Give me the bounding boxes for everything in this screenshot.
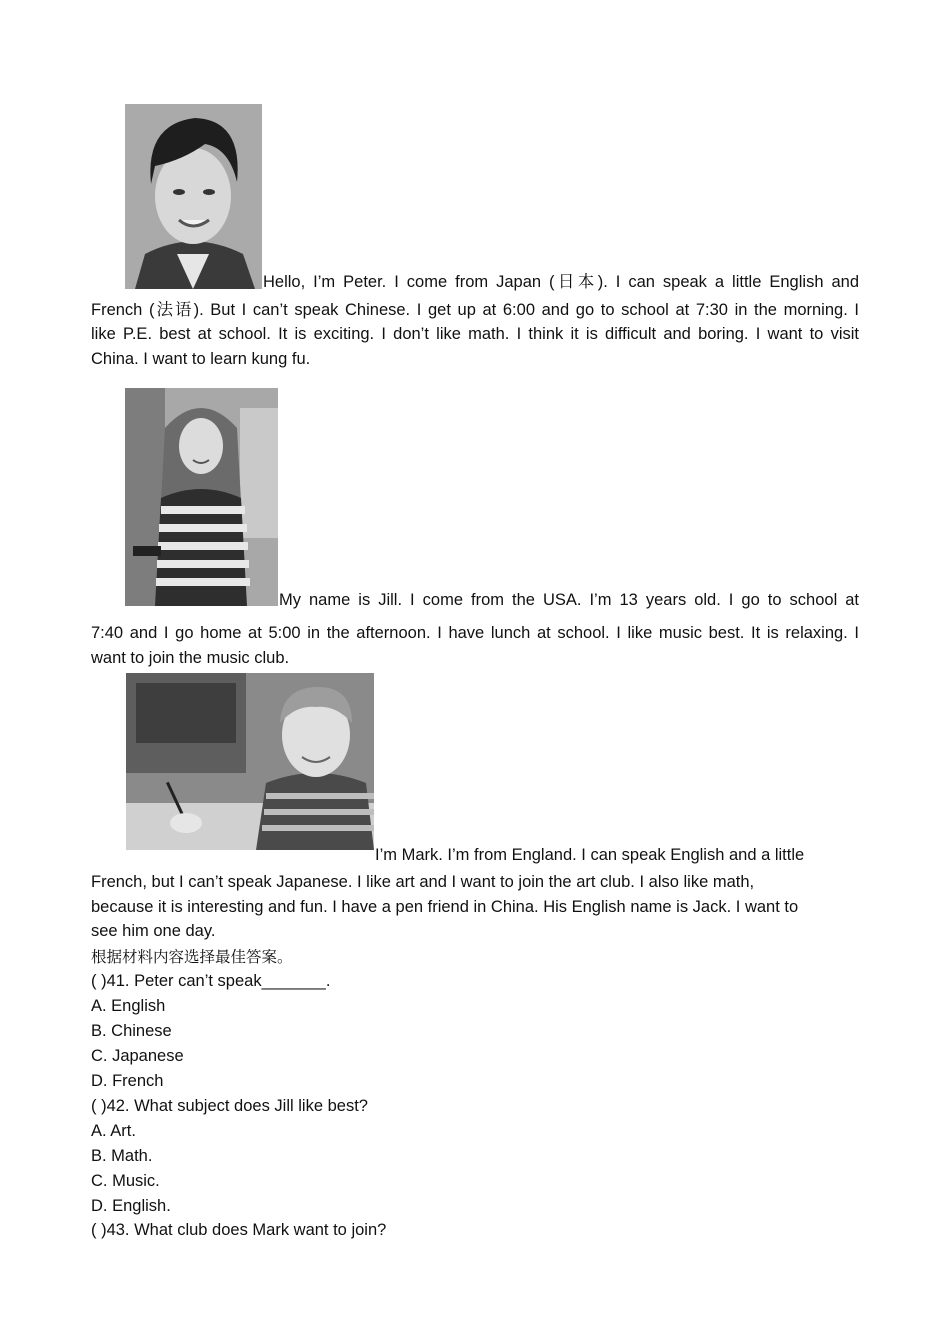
question-43-stem: ( )43. What club does Mark want to join?: [91, 1221, 387, 1239]
instruction-text: 根据材料内容选择最佳答案。: [91, 948, 293, 966]
mark-line-2: French, but I can’t speak Japanese. I like art and I want to join the art club. I also like math,: [91, 873, 755, 891]
jill-line-2: 7:40 and I go home at 5:00 in the afternoon. I have lunch at school. I like music best. It is relaxing. I: [91, 624, 859, 642]
question-42-option-c: C. Music.: [91, 1172, 160, 1190]
question-42-option-b: B. Math.: [91, 1147, 153, 1165]
jill-photo: [125, 388, 278, 606]
question-41-option-b: B. Chinese: [91, 1022, 172, 1040]
question-41-option-d: D. French: [91, 1072, 164, 1090]
mark-line-1: I’m Mark. I’m from England. I can speak English and a little: [375, 846, 805, 864]
jill-line-3: want to join the music club.: [91, 649, 290, 667]
mark-line-4: see him one day.: [91, 922, 216, 940]
question-42-stem: ( )42. What subject does Jill like best?: [91, 1097, 368, 1115]
question-42-option-d: D. English.: [91, 1197, 171, 1215]
mark-line-3: because it is interesting and fun. I have a pen friend in China. His English name is Jack. I want to: [91, 898, 799, 916]
peter-line-2: French (法语). But I can’t speak Chinese. I get up at 6:00 and go to school at 7:30 in the morning. I: [91, 301, 859, 319]
mark-photo: [126, 673, 374, 850]
question-41-stem: ( )41. Peter can’t speak_______.: [91, 972, 331, 990]
peter-line-4: China. I want to learn kung fu.: [91, 350, 311, 368]
question-41-option-a: A. English: [91, 997, 166, 1015]
peter-photo: [125, 104, 262, 289]
jill-line-1: My name is Jill. I come from the USA. I’m 13 years old. I go to school at: [279, 591, 859, 609]
peter-line-1: Hello, I’m Peter. I come from Japan (日本). I can speak a little English and: [263, 273, 859, 291]
question-41-option-c: C. Japanese: [91, 1047, 184, 1065]
question-42-option-a: A. Art.: [91, 1122, 136, 1140]
peter-line-3: like P.E. best at school. It is exciting. I don’t like math. I think it is difficult and boring. I want to visit: [91, 325, 859, 343]
